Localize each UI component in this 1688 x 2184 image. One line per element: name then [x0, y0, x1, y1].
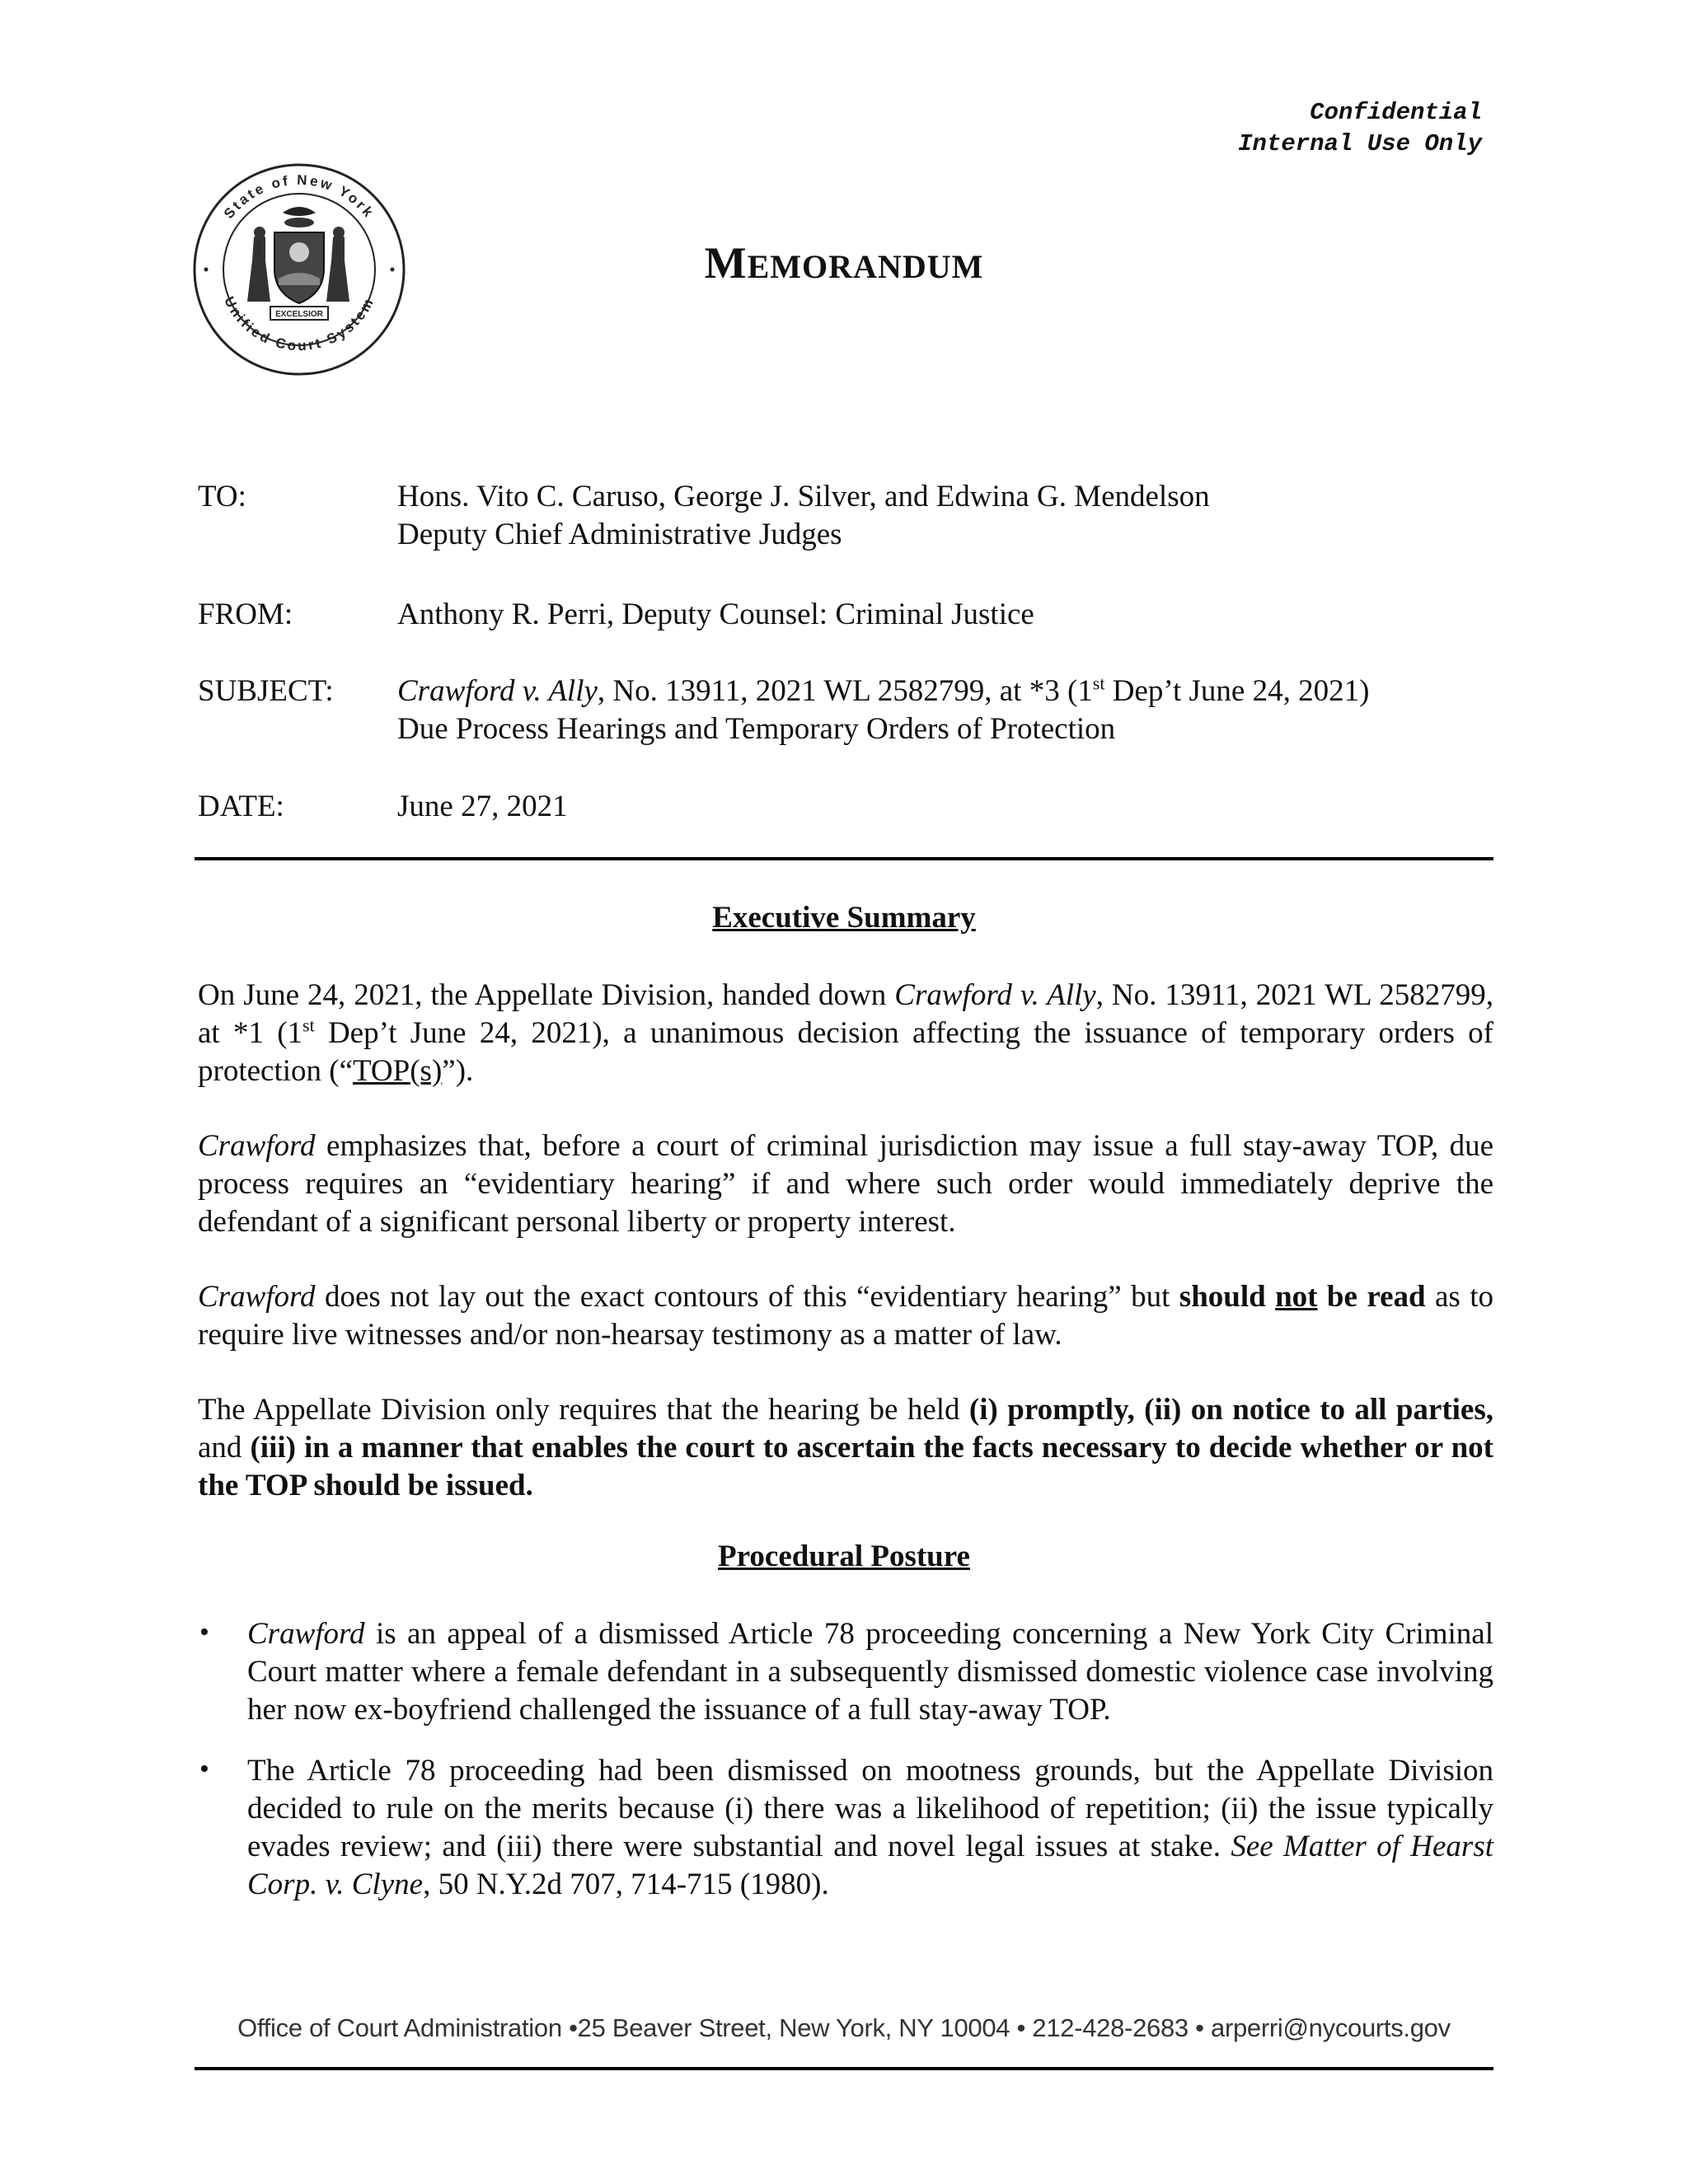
confidential-line-2: Internal Use Only — [1238, 130, 1482, 157]
footer-contact: Office of Court Administration •25 Beaver Street, New York, NY 10004 • 212-428-2683 • arperri@nycourts.gov — [237, 2013, 1451, 2042]
memo-title-initial: M — [704, 238, 748, 288]
confidential-notice — [1238, 97, 1482, 160]
confidential-line-1: Confidential — [1310, 99, 1482, 126]
to-row — [198, 478, 1492, 554]
memo-title — [0, 237, 1688, 288]
executive-summary-heading: Executive Summary — [712, 901, 976, 935]
procedural-posture-heading: Procedural Posture — [718, 1540, 970, 1573]
subject-case-name: Crawford v. Ally — [397, 674, 598, 708]
exec-summary-paragraph-2: Crawford emphasizes that, before a court of criminal jurisdiction may issue a full stay-away TOP, due process requires an “evidentiary hearing” if and where such order would immediately deprive the defendant of a significant personal liberty or property interest. — [198, 1129, 1493, 1239]
memo-title-rest: EMORANDUM — [747, 248, 984, 285]
to-label: TO: — [198, 480, 246, 513]
from-label: FROM: — [198, 598, 293, 631]
subject-row — [198, 673, 1492, 748]
procedural-bullet-1: Crawford is an appeal of a dismissed Article 78 proceeding concerning a New York City Criminal Court matter where a female defendant in a subsequently dismissed domestic violence case involving her now ex-boyfriend challenged the issuance of a full stay-away TOP. — [247, 1617, 1493, 1727]
exec-summary-paragraph-3: Crawford does not lay out the exact contours of this “evidentiary hearing” but should not be read as to require live witnesses and/or non-hearsay testimony as a matter of law. — [198, 1280, 1493, 1352]
date-value: June 27, 2021 — [397, 790, 568, 823]
from-value: Anthony R. Perri, Deputy Counsel: Criminal Justice — [397, 598, 1034, 631]
to-recipient-title: Deputy Chief Administrative Judges — [397, 518, 842, 551]
seal-top-text: State of New York — [220, 171, 378, 222]
exec-summary-paragraph-1: On June 24, 2021, the Appellate Division, handed down Crawford v. Ally, No. 13911, 2021 WL 2582799, at *1 (1st Dep’t June 24, 2021), a unanimous decision affecting the issuance of temporary orders of protection (“TOP(s)”). — [198, 978, 1494, 1088]
bullet-symbol: • — [199, 1754, 209, 1784]
seal-bottom-text: Unified Court System — [221, 293, 377, 354]
exec-summary-paragraph-4: The Appellate Division only requires that the hearing be held (i) promptly, (ii) on notice to all parties, and (iii) in a manner that enables the court to ascertain the facts necessary to decide whether or not the TOP should be issued. — [198, 1393, 1494, 1502]
subject-topic: Due Process Hearings and Temporary Orders of Protection — [397, 712, 1116, 746]
date-row — [198, 788, 1492, 826]
procedural-bullet-2: The Article 78 proceeding had been dismissed on mootness grounds, but the Appellate Division decided to rule on the merits because (i) there was a likelihood of repetition; (ii) the issue typically evades review; and (iii) there were substantial and novel legal issues at stake. See Matter of Hearst Corp. v. Clyne, 50 N.Y.2d 707, 714-715 (1980). — [247, 1754, 1494, 1901]
from-row — [198, 596, 1492, 634]
header-divider — [195, 857, 1493, 860]
to-recipients: Hons. Vito C. Caruso, George J. Silver, and Edwina G. Mendelson — [397, 480, 1210, 513]
subject-label: SUBJECT: — [198, 674, 334, 708]
bullet-symbol: • — [199, 1617, 209, 1647]
seal-banner-text: EXCELSIOR — [275, 310, 323, 319]
date-label: DATE: — [198, 790, 284, 823]
footer-divider — [195, 2067, 1493, 2070]
subject-citation: Crawford v. Ally, No. 13911, 2021 WL 2582799, at *3 (1st Dep’t June 24, 2021) — [397, 673, 1370, 708]
